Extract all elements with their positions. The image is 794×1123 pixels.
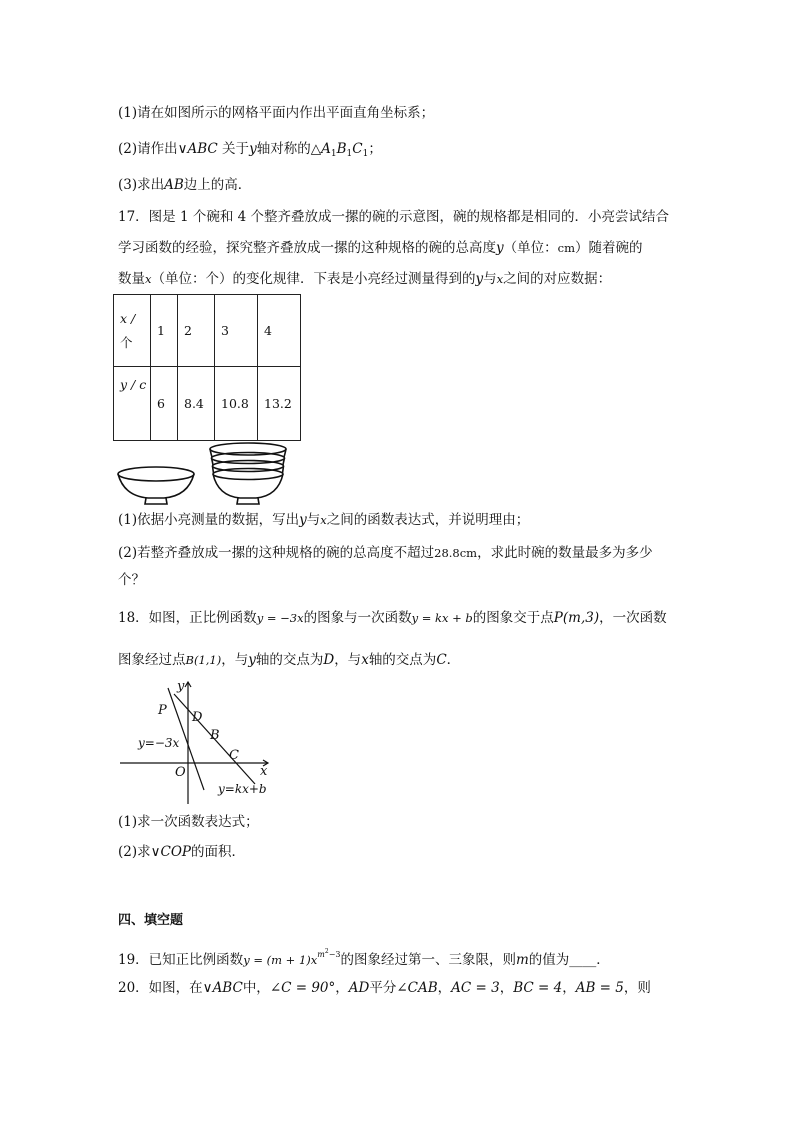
- math: ABC: [212, 980, 243, 996]
- text: ，与: [221, 652, 249, 668]
- text: ，: [437, 980, 452, 996]
- text: 17．图是 1 个碗和 4 个整齐叠放成一摞的碗的示意图，碗的规格都是相同的．小亮尝试结合: [118, 209, 670, 225]
- math: x: [145, 272, 152, 286]
- line2-label: y=kx+b: [218, 782, 267, 796]
- text: ；: [368, 141, 382, 157]
- q18-sub2: [118, 842, 245, 862]
- text: (3)求出: [118, 177, 165, 193]
- point-P-label: P: [158, 703, 167, 718]
- table-header-y: y / c: [114, 367, 151, 441]
- q16-part3: [118, 175, 251, 195]
- math: x: [496, 272, 504, 286]
- q17-line1: [118, 207, 669, 227]
- text: 中，: [242, 980, 270, 996]
- table-cell: 13.2: [258, 367, 301, 441]
- text: 的面积．: [191, 844, 245, 860]
- text: 19．已知正比例函数: [118, 952, 244, 968]
- x-axis-label: x: [260, 764, 268, 779]
- math: m: [515, 952, 529, 968]
- math: y: [248, 652, 256, 668]
- text: ，一次函数: [599, 610, 667, 626]
- text: x /: [120, 310, 136, 326]
- text: 的图象与一次函数: [303, 610, 412, 626]
- text: ，求此时碗的数量最多为多少: [477, 545, 653, 561]
- text: 20．如图，在∨: [118, 980, 213, 996]
- text: 的值为____．: [528, 952, 610, 968]
- math: B: [336, 141, 347, 157]
- math: y = (m + 1)x: [243, 953, 318, 967]
- text: (1)求一次函数表达式；: [118, 814, 259, 830]
- table-header-x: [114, 295, 151, 367]
- math: BC = 4: [513, 980, 563, 996]
- q17-line3: [118, 269, 611, 289]
- text: 平分: [369, 980, 397, 996]
- text: 轴对称的: [256, 141, 311, 157]
- value: 28.8cm: [434, 546, 478, 560]
- text: （单位：个）的变化规律．下表是小亮经过测量得到的: [151, 271, 476, 287]
- q16-part1-text: (1)请在如图所示的网格平面内作出平面直角坐标系；: [118, 105, 435, 121]
- text: 个: [120, 334, 133, 350]
- table-cell: 1: [151, 295, 178, 367]
- text: 轴的交点为: [368, 652, 437, 668]
- text: (1)依据小亮测量的数据，写出: [118, 512, 300, 528]
- table-cell: 10.8: [215, 367, 258, 441]
- bowls-illustration: [112, 440, 302, 506]
- q16-part1: [118, 103, 434, 123]
- table-cell: 3: [215, 295, 258, 367]
- math-sup: −3: [328, 950, 341, 959]
- q18-line1: [118, 608, 667, 628]
- math-sub: 1: [346, 149, 353, 159]
- text: 图象经过点: [118, 652, 186, 668]
- text: 学习函数的经验，探究整齐叠放成一摞的这种规格的碗的总高度: [118, 240, 496, 256]
- table-cell: 8.4: [178, 367, 215, 441]
- math: B(1,1): [185, 653, 222, 667]
- math: y = kx + b: [411, 611, 473, 625]
- text: (2)请作出∨: [118, 141, 188, 157]
- text: (2)求∨: [118, 844, 161, 860]
- text: 与: [483, 271, 497, 287]
- table-row: [114, 367, 301, 441]
- table-cell: 6: [151, 367, 178, 441]
- q17-sub2: [118, 543, 653, 563]
- q17-data-table: [113, 294, 301, 441]
- math: y: [249, 141, 257, 157]
- origin-label: O: [175, 765, 186, 780]
- math: P(m,3): [553, 610, 600, 626]
- table-row: [114, 295, 301, 367]
- math: ABC: [187, 141, 218, 157]
- math-sub: 1: [330, 149, 337, 159]
- table-cell: 2: [178, 295, 215, 367]
- text: 个？: [118, 572, 145, 588]
- q20: [118, 978, 651, 998]
- q17-sub1: [118, 510, 529, 530]
- text: 与: [306, 512, 321, 528]
- text: 的图象经过第一、三象限，则: [340, 952, 516, 968]
- y-axis-label: y: [177, 679, 185, 694]
- text: 关于: [217, 141, 250, 157]
- math-sup: m: [317, 950, 325, 959]
- point-D-label: D: [192, 710, 203, 725]
- point-B-label: B: [210, 728, 220, 743]
- line1-label: y=−3x: [138, 736, 180, 750]
- math: y: [475, 271, 484, 287]
- text: 18．如图，正比例函数: [118, 610, 257, 626]
- text: 轴的交点为: [255, 652, 324, 668]
- q19: [118, 942, 610, 970]
- q16-part2: [118, 139, 382, 164]
- q18-line2: [118, 650, 460, 670]
- single-bowl: [118, 467, 194, 504]
- math: x: [320, 513, 327, 527]
- math-sup: 2: [324, 948, 329, 955]
- math: y: [299, 512, 307, 528]
- text: ，: [335, 980, 349, 996]
- stacked-bowls: [210, 443, 286, 504]
- math: AB: [164, 177, 184, 193]
- math: x: [361, 652, 369, 668]
- math: C: [352, 141, 363, 157]
- section-title-fill-blank: 四、填空题: [118, 913, 184, 928]
- text: 数量: [118, 271, 145, 287]
- unit: cm: [557, 241, 575, 255]
- math: AB = 5: [575, 980, 624, 996]
- math: COP: [160, 844, 191, 860]
- math: ∠C = 90°: [269, 980, 336, 996]
- text: ）随着碗的: [575, 240, 643, 256]
- q17-sub2-cont: [118, 570, 145, 590]
- math: AC = 3: [451, 980, 500, 996]
- text: 边上的高．: [183, 177, 252, 193]
- text: ，: [499, 980, 514, 996]
- q18-sub1: [118, 812, 259, 832]
- text: （单位：: [503, 240, 558, 256]
- q18-graph: [112, 676, 282, 808]
- math-sub: 1: [362, 149, 369, 159]
- math: D: [323, 652, 335, 668]
- math: AD: [348, 980, 370, 996]
- text: ，与: [334, 652, 362, 668]
- point-C-label: C: [229, 748, 239, 763]
- text: 之间的对应数据：: [503, 271, 612, 287]
- text: (2)若整齐叠放成一摞的这种规格的碗的总高度不超过: [118, 545, 435, 561]
- text: 的图象交于点: [472, 610, 554, 626]
- text: ，: [562, 980, 576, 996]
- text: ，则: [623, 980, 651, 996]
- math: C: [436, 652, 447, 668]
- math: ∠CAB: [396, 980, 438, 996]
- q17-line2: [118, 238, 643, 258]
- text: 之间的函数表达式，并说明理由；: [326, 512, 530, 528]
- table-cell: 4: [258, 295, 301, 367]
- math: △A: [310, 141, 331, 157]
- text: ．: [446, 652, 461, 668]
- math: y: [496, 240, 504, 256]
- math: y = −3x: [256, 611, 304, 625]
